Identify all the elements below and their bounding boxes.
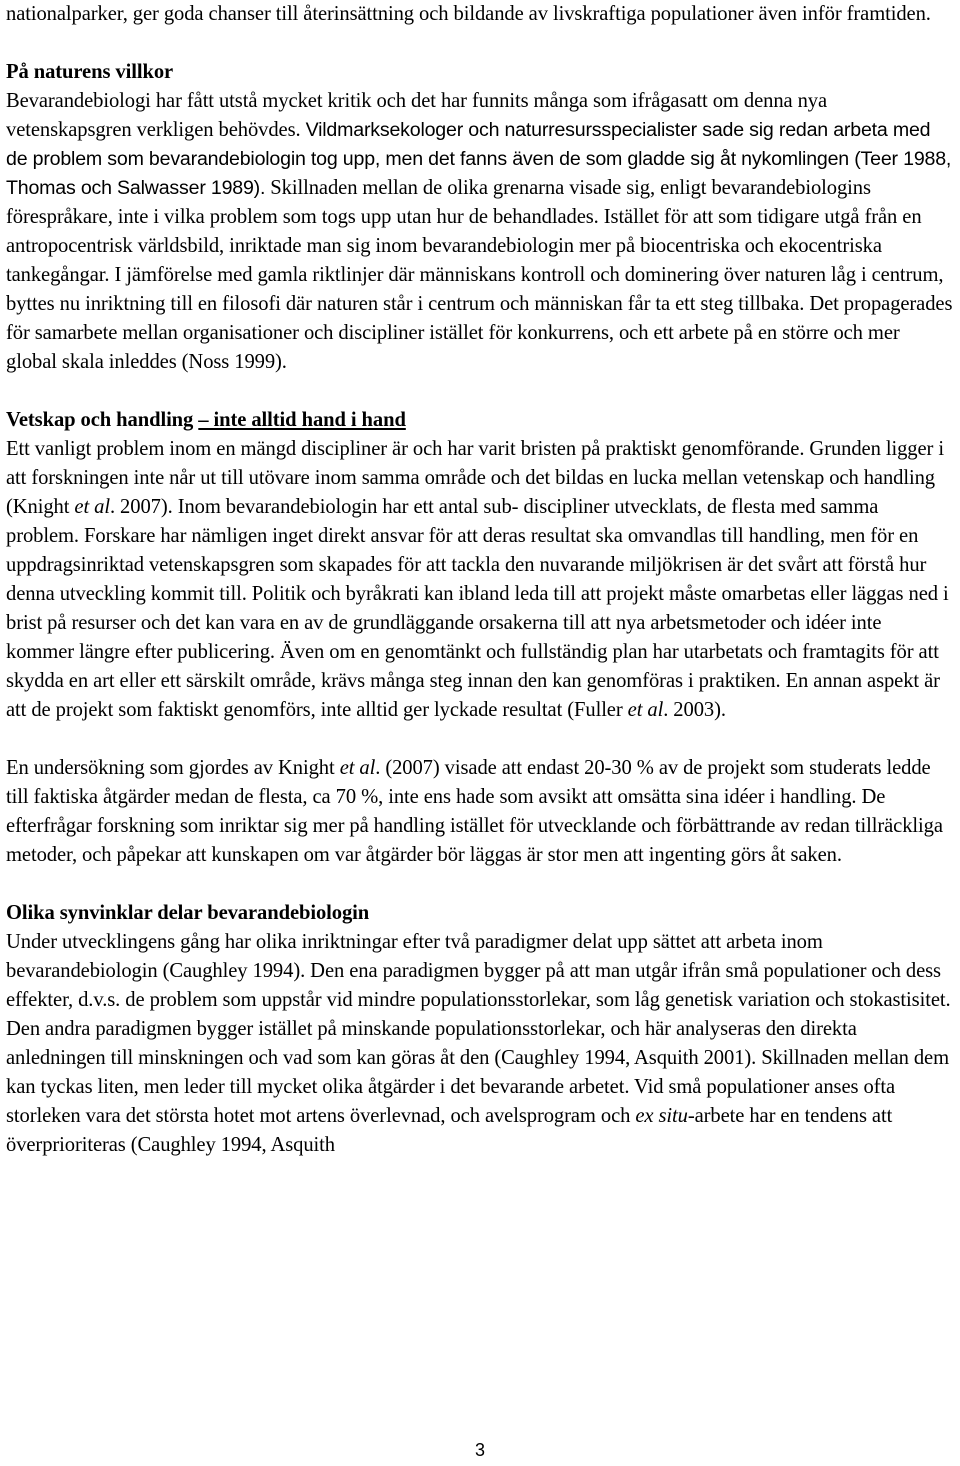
paragraph-gap [6,725,954,754]
heading-text-underlined: – inte alltid hand i hand [198,409,406,431]
paragraph-text-part: . (2007) visade att endast 20-30 % av de projekt som studerats ledde till faktiska åtgärder medan de flesta, ca 70 %, inte ens hade som avsikt att omsätta sina idéer i handling. De efterfrågar forskning som inriktar sig mer på handling istället för utvecklande och förbättrande av redan tillräckliga metoder, och påpekar att kunskapen om var åtgärder bör läggas är stor men att ingenting görs åt saken. [6,757,943,866]
page-number: 3 [474,1440,485,1460]
paragraph-text-part: -arbete har en tendens att överprioriteras (Caughley 1994, Asquith [6,1105,893,1156]
paragraph-naturens-villkor [6,87,954,377]
heading-text-part: Vetskap och handling [6,409,199,431]
paragraph-continuation [6,0,954,29]
section-heading-vetskap-och-handling [6,406,954,435]
paragraph-text-part-sans: Vildmarksekologer och naturresursspecialister sade sig redan arbeta med de problem som bevarandebiologin tog upp, men det fanns även de som gladde sig åt nykomlingen (Teer 1988, Thomas och Salwasser 1989). [6,119,952,199]
document-page [6,0,954,1160]
paragraph-gap [6,377,954,406]
paragraph-text-part: Ett vanligt problem inom en mängd discipliner är och har varit bristen på praktiskt genomförande. Grunden ligger i att forskningen inte når ut till utövare inom samma område och det bildas en lucka mellan vetenskap och handling (Knight [6,438,944,518]
paragraph-italic-et-al: et al [339,757,376,779]
paragraph-text: nationalparker, ger goda chanser till återinsättning och bildande av livskraftiga populationer även inför framtiden. [6,3,931,25]
paragraph-undersokning [6,754,954,870]
paragraph-text-part: Under utvecklingens gång har olika inriktningar efter två paradigmer delat upp sättet att arbeta inom bevarandebiologin (Caughley 1994). Den ena paradigmen bygger på att man utgår ifrån små populationer och dess effekter, d.v.s. de problem som uppstår vid mindre populationsstorlekar, som låg genetisk variation och stokastisitet. Den andra paradigmen bygger istället på minskande populationsstorlekar, och här analyseras den direkta anledningen till minskningen och vad som kan göras åt den (Caughley 1994, Asquith 2001). Skillnaden mellan dem kan tyckas liten, men leder till mycket olika åtgärder i det bevarande arbetet. Vid små populationer anses ofta storleken vara det största hotet mot artens överlevnad, och avelsprogram och [6,931,951,1127]
paragraph-text-part: . 2007). Inom bevarandebiologin har ett antal sub- discipliner utvecklats, de flesta med samma problem. Forskare har nämligen inget direkt ansvar för att deras resultat ska omvandlas till handling, men för en uppdragsinriktad vetenskapsgren som skapades för att tackla den nuvarande miljökrisen är det svårt att förstå hur denna utveckling kommit till. Politik och byråkrati kan ibland leda till att projekt måste omarbetas eller läggas ned i brist på resurser och det kan vara en av de grundläggande orsakerna till att nya arbetsmetoder och idéer inte kommer längre efter publicering. Även om en genomtänkt och fullständig plan har utarbetats och framtagits för att skydda en art eller ett särskilt område, krävs många steg innan den kan genomföras i praktiken. En annan aspekt är att de projekt som faktiskt genomförs, inte alltid ger lyckade resultat (Fuller [6,496,949,721]
paragraph-vetskap-och-handling [6,435,954,725]
paragraph-gap [6,870,954,899]
paragraph-olika-synvinklar [6,928,954,1160]
paragraph-text-part: . 2003). [663,699,726,721]
paragraph-italic-et-al: et al [74,496,110,518]
paragraph-gap [6,29,954,58]
paragraph-text-part: Bevarandebiologi har fått utstå mycket kritik och det har funnits många som ifrågasatt om denna nya vetenskapsgren verkligen behövdes. [6,90,828,141]
section-heading-naturens-villkor: På naturens villkor [6,61,174,83]
paragraph-italic-et-al: et al [627,699,664,721]
section-heading-olika-synvinklar: Olika synvinklar delar bevarandebiologin [6,902,370,924]
paragraph-text-part: En undersökning som gjordes av Knight [6,757,340,779]
paragraph-text-part: Istället för att som tidigare utgå från en antropocentrisk världsbild, inriktade man sig inom bevarandebiologin mer på biocentriska och ekocentriska tankegångar. I jämförelse med gamla riktlinjer där människans kontroll och dominering över naturen låg i centrum, byttes nu inriktning till en filosofi där naturen står i centrum och människan får ta ett steg tillbaka. Det propagerades för samarbete mellan organisationer och discipliner istället för konkurrens, och ett arbete på en större och mer global skala inleddes (Noss 1999). [6,206,953,373]
paragraph-text-part: Skillnaden mellan de olika grenarna visade sig, enligt bevarandebiologins förespråkare, inte i vilka problem som togs upp utan hur de behandlades. [6,177,871,228]
paragraph-italic-ex-situ: ex situ [635,1105,688,1127]
